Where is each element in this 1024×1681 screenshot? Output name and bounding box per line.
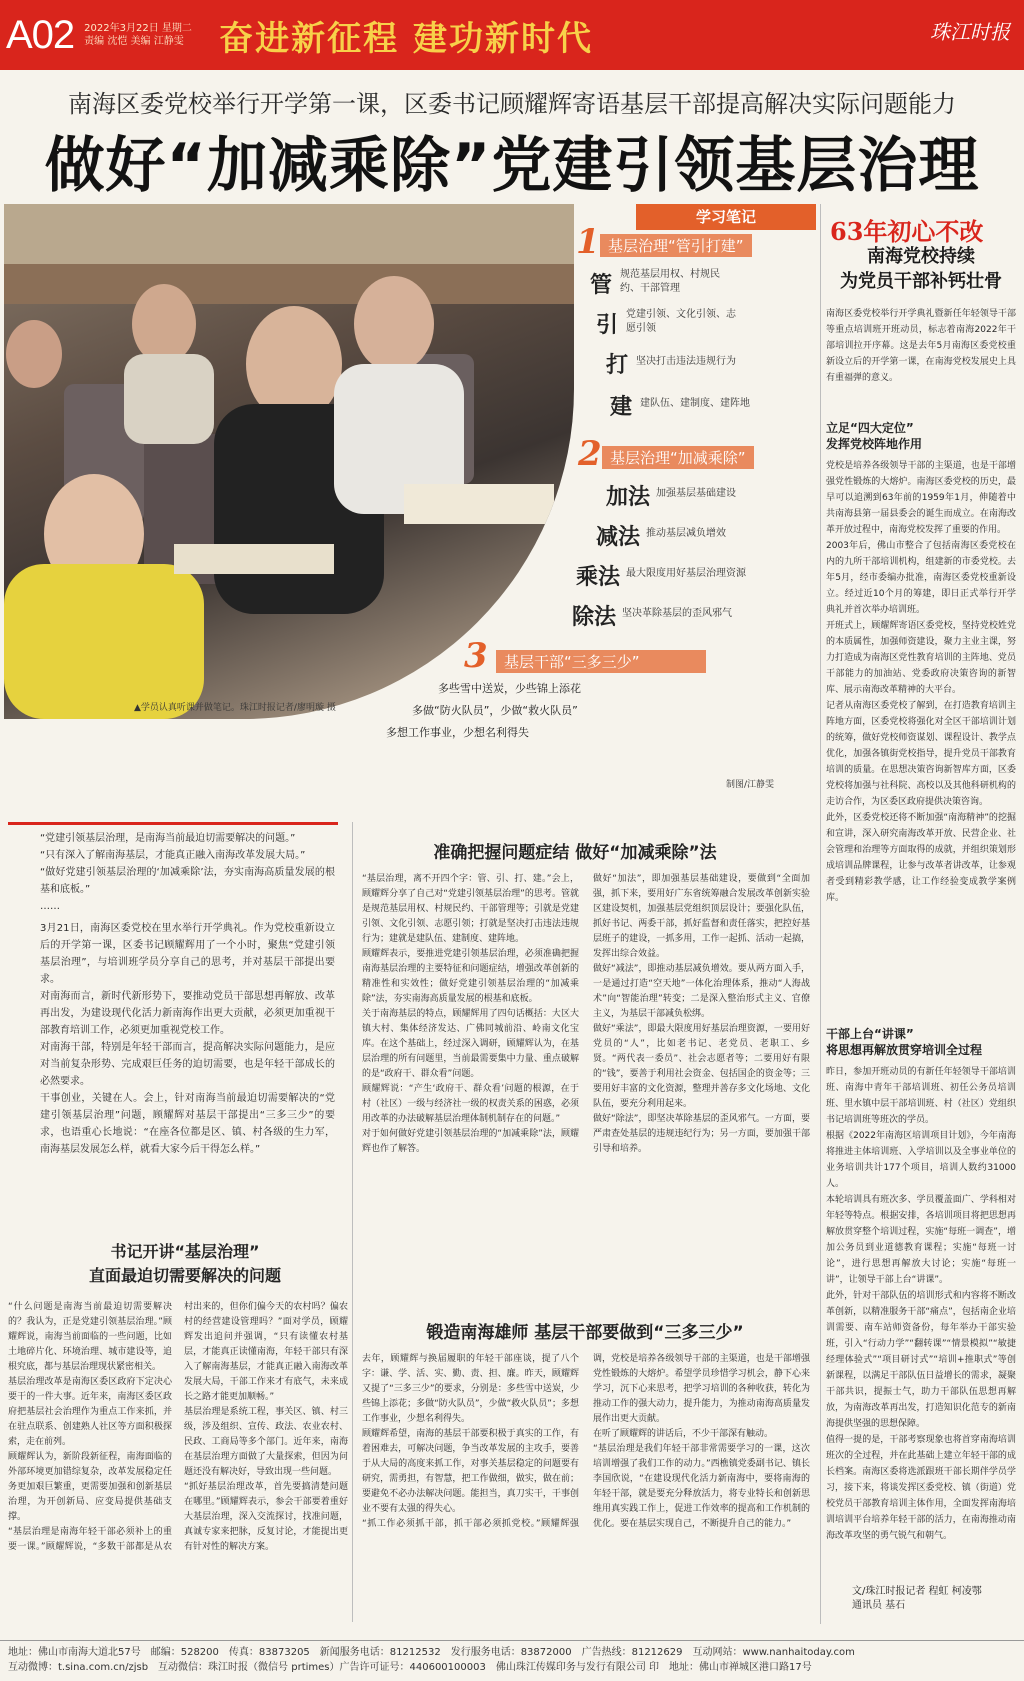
point2-item3-text: 最大限度用好基层治理资源 [626, 568, 746, 579]
point2-item3-big: 乘法 [576, 565, 621, 590]
study-notes [386, 204, 816, 794]
point2-item1-text: 加强基层基础建设 [656, 488, 736, 499]
footer-line2: 互动微博：t.sina.com.cn/zjsb 互动微信：珠江时报（微信号 prtimes）广告许可证号：440600100003 佛山珠江传媒印务与发行有限公司 印 地址：佛山市禅城区港口路17号 [8, 1662, 812, 1673]
pull-quotes: “党建引领基层治理，是南海当前最迫切需要解决的问题。” “只有深入了解南海基层，才能真正融入南海改革发展大局。” “做好党建引领基层治理的‘加减乘除’法，夯实南海高质量发展的根基和底板。” …… [40, 833, 335, 912]
point3-number: 3 [464, 636, 488, 676]
footer [0, 1640, 1024, 1681]
sidebar-title-line2: 为党员干部补钙壮骨 [840, 271, 1002, 292]
point1-item1-big: 管 [590, 273, 613, 298]
section3-body: 去年，顾耀辉与换届履职的年轻干部座谈，提了八个字：谦、学、活、实、勤、责、担、廉。昨天，顾耀辉又提了“三多三少”的要求，分别是：多些雪中送炭，少些锦上添花；多做“防火队员”，少做“救火队员”；多想工作事业，少想名利得失。 顾耀辉希望，南海的基层干部要积极于真实的工作，有着困难去，可解决问题，争当改革发展的主攻手，要善于从大局的高度来抓工作，对事关基层稳定的问题要有研究，需勇担，有智慧，把工作做细，做实，做在前；要避免不必办法解决问题。能担当，真刀实干，干事创业不要有太强的得失心。 “抓工作必须抓干部，抓干部必须抓党校。”顾耀辉强调，党校是培养各级领导干部的主渠道，也是干部增强党性锻炼的大熔炉。希望学员珍惜学习机会，静下心来学习，沉下心来思考，把学习培训的各种收获，转化为推动工作的强大动力，提升能力，为推动南海高质量发展作出更大贡献。 在听了顾耀辉的讲话后，不少干部深有触动。 “基层治理是我们年轻干部非常需要学习的一课，这次培训增强了我们工作的动力。”西樵镇党委副书记、镇长李国欣说，“在建设现代化活力新南海中，要将南海的年轻干部，就是要充分释放活力，将专业特长和创新思维用真实践工作上，促进工作效率的提高和工作机制的优化。要在基层实现自己，不断提升自己的能力。” [362, 1354, 810, 1529]
study-notes-title: 学习笔记 [636, 204, 816, 230]
main-headline: 做好“加减乘除”党建引领基层治理 [44, 131, 980, 201]
point3-line2: 多做“防火队员”，少做“救火队员” [412, 704, 578, 717]
section1-title: 书记开讲“基层治理” 直面最迫切需要解决的问题 [88, 1242, 281, 1285]
point3-title: 基层干部“三多三少” [496, 650, 706, 673]
issue-date: 2022年3月22日 星期二 [84, 23, 192, 34]
point1-item4-text: 建队伍、建制度、建阵地 [640, 398, 750, 409]
photo-caption: ▲学员认真听课并做笔记。珠江时报记者/廖明璇 摄 [134, 703, 336, 713]
point2-number: 2 [578, 434, 602, 474]
subheadline: 南海区委党校举行开学第一课，区委书记顾耀辉寄语基层干部提高解决实际问题能力 [68, 90, 956, 118]
section2-title: 准确把握问题症结 做好“加减乘除”法 [433, 843, 717, 863]
sidebar-title-line1: 南海党校持续 [867, 246, 975, 267]
sidebar-kicker: 63年初心不改 [830, 217, 984, 246]
section1-body: “什么问题是南海当前最迫切需要解决的？我认为，正是党建引领基层治理。”顾耀辉说，南海当前面临的一些问题，比如土地碎片化、环境治理、城市建设等，追根究底，都与基层治理现状紧密相关。 基层治理改革是南海区委区政府下定决心要干的一件大事。近年来，南海区委区政府把基层社会治理作为重点工作来抓，并在驻点联系、创建熟人社区等方面积极探索，走在前列。 顾耀辉认为，新阶段新征程，南海面临的外部环境更加错综复杂，改革发展稳定任务更加艰巨繁重，更需要加强和创新基层治理，为开创新局、应变局提供基础支撑。 “基层治理是南海年轻干部必须补上的重要一课。”顾耀辉说，“多数干部都是从农村出来的，但你们偏今天的农村吗？偏农村的经营建设管理吗？”面对学员，顾耀辉发出追问并强调，“只有读懂农村基层，才能真正读懂南海，年轻干部只有深入了解南海基层，才能真正融入南海改革发展大局，干部工作来才有底气，未来成长之路才能更加顺畅。” 基层治理是系统工程，事关区、镇、村三级，涉及组织、宣传、政法、农业农村、民政、工商局等多个部门。近年来，南海在基层治理方面做了大量探索，但因为问题还没有解决好，导致出现一些问题。 “抓好基层治理改革，首先要搞清楚问题在哪里。”顾耀辉表示，参会干部要着重好大基层治理，深入交流探讨，找准问题，真诚专家来把脉，反复讨论，才能提出更有针对性的解决方案。 [8, 1302, 348, 1552]
point2-item2-big: 减法 [596, 525, 641, 550]
point1-item1-text: 规范基层用权、村规民约、干部管理 [620, 269, 720, 294]
graphic-credit: 制图/江静雯 [726, 780, 775, 790]
page-number: A02 [6, 12, 75, 57]
editors: 责编 沈恺 美编 江静雯 [84, 36, 184, 47]
section2-body: “基层治理，离不开四个字：管、引、打、建。”会上，顾耀辉分享了自己对“党建引领基层治理”的思考。管就是规范基层用权、村规民约、干部管理等；引就是党建引领、文化引领、志愿引领；打就是坚决打击违法违规行为；建就是建队伍、建制度、建阵地。 顾耀辉表示，要推进党建引领基层治理，必须准确把握南海基层治理的主要特征和问题症结，增强改革创新的精准性和实效性；做好党建引领基层治理的“加减乘除”法，夯实南海高质量发展的根基和底板。 关于南海基层的特点，顾耀辉用了四句话概括：大区大镇大村、集体经济发达、广佛同城前沿、岭南文化宝库。在这个基础上，经过深入调研，顾耀辉认为，在基层治理的所有问题里，当前最需要集中力量、重点破解的是“政府干、群众看”问题。 顾耀辉说：“产生‘政府干、群众看’问题的根源，在于村（社区）一级与经济社一级的权责关系的困惑，必须用改革的办法破解基层治理体制机制存在的问题。” 对于如何做好党建引领基层治理的“加减乘除”法，顾耀辉也作了解答。 做好“加法”，即加强基层基础建设，要做到“全面加强，抓下来，要用好广东省统筹融合发展改革创新实验区建设契机，加强基层党组织顶层设计；要强化队伍，抓好书记、两委干部，抓好监督和责任落实，把控好基层班子的建设，一抓多用，工作一起抓、活动一起搞，发挥出综合效益。 做好“减法”，即推动基层减负增效。要从两方面入手，一是通过打造“空天地”一体化治理体系，推动“人海战术”向“智能治理”转变；二是深入整治形式主义、官僚主义，为基层干部减负松绑。 做好“乘法”，即最大限度用好基层治理资源，一要用好党员的“人”，比如老书记、老党员、老职工、乡贤。“两代表一委员”、社会志愿者等；二要用好有限的“钱”，要善于利用社会资金、包括国企的资金等；三要用好丰富的文化资源，整理并善存多文化场地、文化队伍，要充分利用起来。 做好“除法”，即坚决革除基层的歪风邪气。一方面，要严肃查处基层的违规违纪行为；另一方面，要加强干部引导和培养。 [362, 874, 810, 1154]
point1-item2-text: 党建引领、文化引领、志愿引领 [626, 309, 736, 334]
point2-title: 基层治理“加减乘除” [602, 446, 754, 469]
point2-item2-text: 推动基层减负增效 [646, 528, 726, 539]
article-lead: 3月21日，南海区委党校在里水举行开学典礼。作为党校重新设立后的开学第一课，区委书记顾耀辉用了一个小时，聚焦“党建引领基层治理”，与培训班学员分享自己的思考，并对基层干部提出要求。 对南海而言，新时代新形势下，要推动党员干部思想再解放、改革再出发，为建设现代化活力新南海作出更大贡献，必须更加重视干部教育培训工作，必须更加重视党校工作。 对南海干部，特别是年轻干部而言，提高解决实际问题能力，是应对当前复杂形势、完成艰巨任务的迫切需要，也是年轻干部成长的必然要求。 干事创业，关键在人。会上，针对南海当前最迫切需要解决的“党建引领基层治理”问题，顾耀辉对基层干部提出“三多三少”的要求，也语重心长地说：“在座各位都是区、镇、村各级的生力军，南海基层发展怎么样，就看大家今后干得怎么样。” [40, 923, 335, 1155]
classroom-photo [4, 204, 574, 719]
footer-line1: 地址：佛山市南海大道北57号 邮编：528200 传真：83873205 新闻服务电话：81212532 发行服务电话：83872000 广告热线：81212629 互动网站：www.nanhaitoday.com [8, 1647, 855, 1658]
sidebar-section2-title: 干部上台“讲课” 将思想再解放贯穿培训全过程 [826, 1027, 983, 1057]
section3-title: 锻造南海雄师 基层干部要做到“三多三少” [426, 1323, 744, 1343]
sidebar-section1-title: 立足“四大定位” 发挥党校阵地作用 [826, 421, 923, 451]
point1-item2-big: 引 [596, 313, 619, 338]
point2-item4-big: 除法 [572, 605, 617, 630]
sidebar-section1-body: 党校是培养各级领导干部的主渠道，也是干部增强党性锻炼的大熔炉。南海区委党校的历史，最早可以追溯到63年前的1959年1月，伸随着中共南海县第一届县委会的诞生而成立。在南海改革开放过程中，南海党校发挥了重要的作用。 2003年后，佛山市整合了包括南海区委党校在内的九所干部培训机构，组建新的市委党校。去年5月，经市委编办批准，南海区委党校重新设立。经过近10个月的筹建，即日正式举行开学典礼并首次举办培训班。 开班式上，顾耀辉寄语区委党校，坚持党校姓党的本质属性，加强师资建设，聚力主业主课，努力打造成为南海区党性教育培训的主阵地、党员干部能力的加油站、党委政府决策咨询的新智库、展示南海改革精神的大平台。 记者从南海区委党校了解到，在打造教育培训主阵地方面，区委党校将强化对全区干部培训计划的统筹，做好党校师资谋划、课程设计、教学点优化，加强各镇街党校指导，提升党员干部教育培训的质量。在思想决策咨询新智库方面，区委党校将加强与社科院、高校以及其他科研机构的走访合作，为区委区政府提供决策咨询。 此外，区委党校还将不断加强“南海精神”的挖掘和宣讲，深入研究南海改革开放、民营企业、社会管理和治理等方面取得的成就，并组织策划形成培训品牌课程，让参与改革者讲改革，让参观者受到精彩教学感，让工作经验变成教学案例库。 [826, 461, 1016, 903]
sidebar-intro: 南海区委党校举行开学典礼暨新任年轻领导干部等重点培训班开班动员，标志着南海2022年干部培训拉开序幕。这是去年5月南海区委党校重新设立后的开学第一课，在南海党校发展史上具有重福弹的意义。 [826, 309, 1016, 383]
masthead [0, 0, 1024, 70]
byline: 文/珠江时报记者 程虹 柯凌鄂 通讯员 基石 [852, 1586, 982, 1611]
brand-logo: 珠江时报 [930, 20, 1010, 44]
point1-item3-big: 打 [606, 353, 629, 378]
point2-item4-text: 坚决革除基层的歪风邪气 [622, 608, 732, 619]
point1-number: 1 [576, 222, 600, 262]
point1-title: 基层治理“管引打建” [600, 234, 752, 257]
point1-item4-big: 建 [610, 395, 633, 420]
sidebar-section2-body: 昨日，参加开班动员的有新任年轻领导干部培训班、南海中青年干部培训班、初任公务员培训班、里水镇中层干部培训班、村（社区）党组织书记培训班等班次的学员。 根据《2022年南海区培训项目计划》，今年南海将推进主体培训班、入学培训以及全事业单位的业务培训共计177个项目，培训人数约31000人。 本轮培训具有班次多、学员覆盖面广、学科相对年轻等特点。根据安排，各培训项目将把思想再解放贯穿整个培训过程，实施“每班一调查”，增加公务员到业道德教育课程；实施“每班一讨论”，进行思想再解放大讨论；实施“每班一讲”，让领导干部上台“讲课”。 此外，针对干部队伍的培训形式和内容将不断改革创新，以精准服务干部“痛点”，包括南企业培训需要、南车站师资备份，每年举办干部实验班，引入“行动力学”“翻转课”“情景模拟”“敏捷经理体验式”“项目研讨式”“培训+推职式”等创新课程，以满足干部队伍日益增长的需求，凝聚干部共识，提振士气，助力干部队伍思想再解放，为南海改革再出发，打造知识化范专的新南海提供坚强的思想保障。 值得一提的是，干部考察现象也将首穿南海培训班次的全过程，并在此基础上建立年轻干部的成长档案。南海区委将选派跟班干部长期伴学员学习，接下来，将谈发挥区委党校、镇（街道）党校党员干部教育培训主体作用，全面发挥南海培训培训平台培养年轻干部的活力，在南海推动南海改革攻坚的勇气锐气和朝气。 [826, 1067, 1016, 1541]
point3-line3: 多想工作事业，少想名利得失 [386, 726, 529, 739]
point3-line1: 多些雪中送炭，少些锦上添花 [438, 682, 581, 695]
slogan-banner: 奋进新征程 建功新时代 [219, 18, 594, 59]
point2-item1-big: 加法 [606, 485, 651, 510]
point1-item3-text: 坚决打击违法违规行为 [636, 356, 736, 367]
date-info [84, 22, 199, 48]
column-divider [820, 204, 821, 1624]
sidebar-title [826, 244, 1016, 294]
column-divider-2 [352, 822, 353, 1622]
